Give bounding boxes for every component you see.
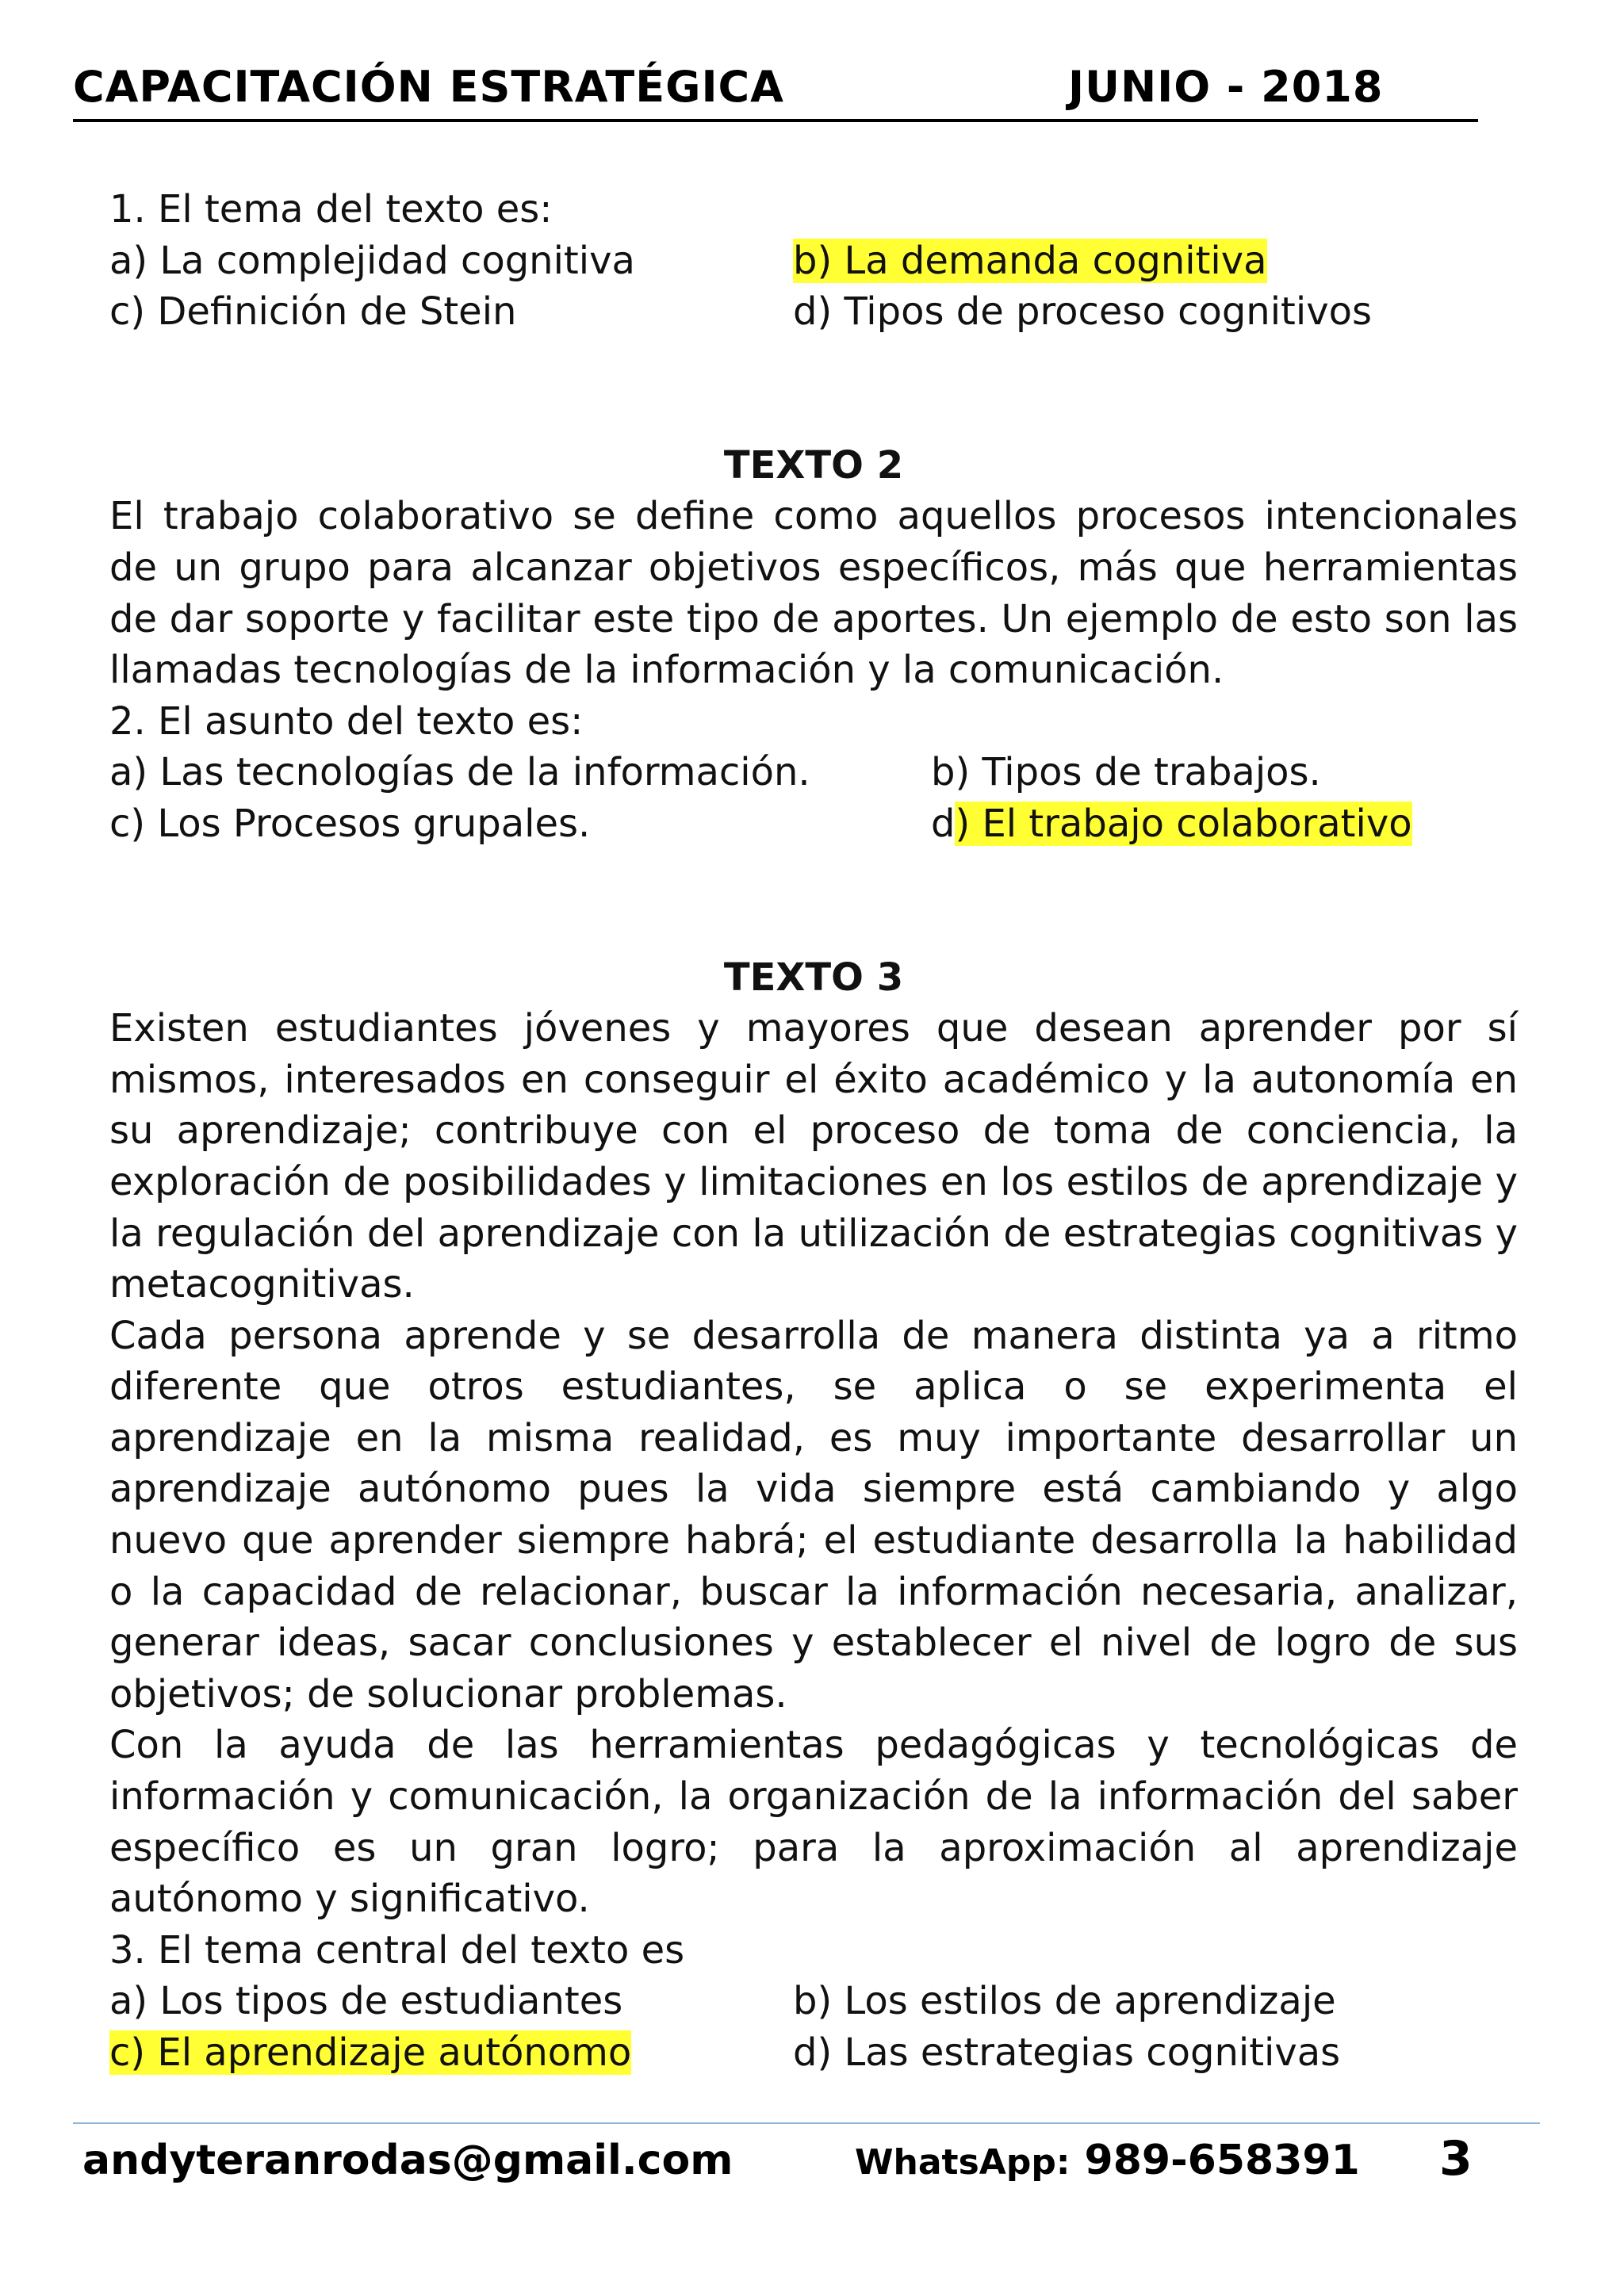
question-3-options-row-2 [109, 2027, 1518, 2079]
q1-option-c: c) Definición de Stein [109, 289, 517, 335]
footer-divider [73, 2122, 1540, 2124]
question-2-options-row-1 [109, 747, 1518, 798]
q2-option-d [931, 798, 1412, 850]
q2-option-b: b) Tipos de trabajos. [931, 750, 1321, 795]
page-number: 3 [1439, 2131, 1473, 2187]
header-title: CAPACITACIÓN ESTRATÉGICA [73, 62, 784, 112]
q1-option-b-highlighted: b) La demanda cognitiva [793, 238, 1267, 283]
question-1: 1. El tema del texto es: [109, 187, 553, 232]
spacer [109, 338, 1518, 440]
question-3: 3. El tema central del texto es [109, 1927, 685, 1973]
header-date: JUNIO - 2018 [1068, 62, 1384, 112]
q3-option-d: d) Las estrategias cognitivas [793, 2030, 1341, 2075]
q1-option-d: d) Tipos de proceso cognitivos [793, 289, 1372, 335]
texto-3-paragraph-1: Existen estudiantes jóvenes y mayores que desean aprender por sí mismos, interesados en conseguir el éxito académico y la autonomía en su aprendizaje; contribuye con el proceso de toma de conciencia, la exploración de posibilidades y limitaciones en los estilos de aprendizaje y la regulación del aprendizaje con la utilización de estrategias cognitivas y metacognitivas. [109, 1006, 1518, 1307]
q3-option-c-highlighted: c) El aprendizaje autónomo [109, 2030, 632, 2075]
q3-option-b: b) Los estilos de aprendizaje [793, 1979, 1336, 2024]
texto-2-paragraph: El trabajo colaborativo se define como aquellos procesos intencionales de un grupo para alcanzar objetivos específicos, más que herramientas de dar soporte y facilitar este tipo de aportes. Un ejemplo de esto son las llamadas tecnologías de la información y la comunicación. [109, 494, 1518, 693]
texto-3-paragraph-2: Cada persona aprende y se desarrolla de manera distinta ya a ritmo diferente que otros estudiantes, se aplica o se experimenta el aprendizaje en la misma realidad, es muy importante desarrollar un aprendizaje autónomo pues la vida siempre está cambiando y algo nuevo que aprender siempre habrá; el estudiante desarrolla la habilidad o la capacidad de relacionar, buscar la información necesaria, analizar, generar ideas, sacar conclusiones y establecer el nivel de logro de sus objetivos; de solucionar problemas. [109, 1313, 1518, 1716]
question-2-options-row-2 [109, 798, 1518, 850]
q2-option-a: a) Las tecnologías de la información. [109, 750, 810, 795]
spacer [109, 850, 1518, 952]
texto-2-heading: TEXTO 2 [723, 442, 904, 488]
texto-3-paragraph-3: Con la ayuda de las herramientas pedagógicas y tecnológicas de información y comunicación, la organización de la información del saber específico es un gran logro; para la aproximación al aprendizaje autónomo y significativo. [109, 1723, 1518, 1922]
texto-3-heading: TEXTO 3 [723, 955, 904, 1000]
q2-option-c: c) Los Procesos grupales. [109, 801, 591, 846]
question-3-options-row-1 [109, 1976, 1518, 2027]
question-2: 2. El asunto del texto es: [109, 698, 584, 744]
q1-option-a: a) La complejidad cognitiva [109, 238, 635, 283]
whatsapp-label: WhatsApp: [855, 2142, 1071, 2183]
footer-email: andyteranrodas@gmail.com [82, 2137, 733, 2184]
q2-option-d-highlighted: ) El trabajo colaborativo [955, 801, 1412, 846]
question-1-options-row-1 [109, 235, 1518, 287]
document-body [109, 184, 1518, 2079]
whatsapp-number: 989-658391 [1084, 2137, 1360, 2184]
page-header [73, 55, 1478, 122]
question-1-options-row-2 [109, 286, 1518, 338]
q2-option-d-letter: d [931, 801, 956, 846]
q3-option-a: a) Los tipos de estudiantes [109, 1979, 623, 2024]
footer-whatsapp [855, 2137, 1360, 2184]
